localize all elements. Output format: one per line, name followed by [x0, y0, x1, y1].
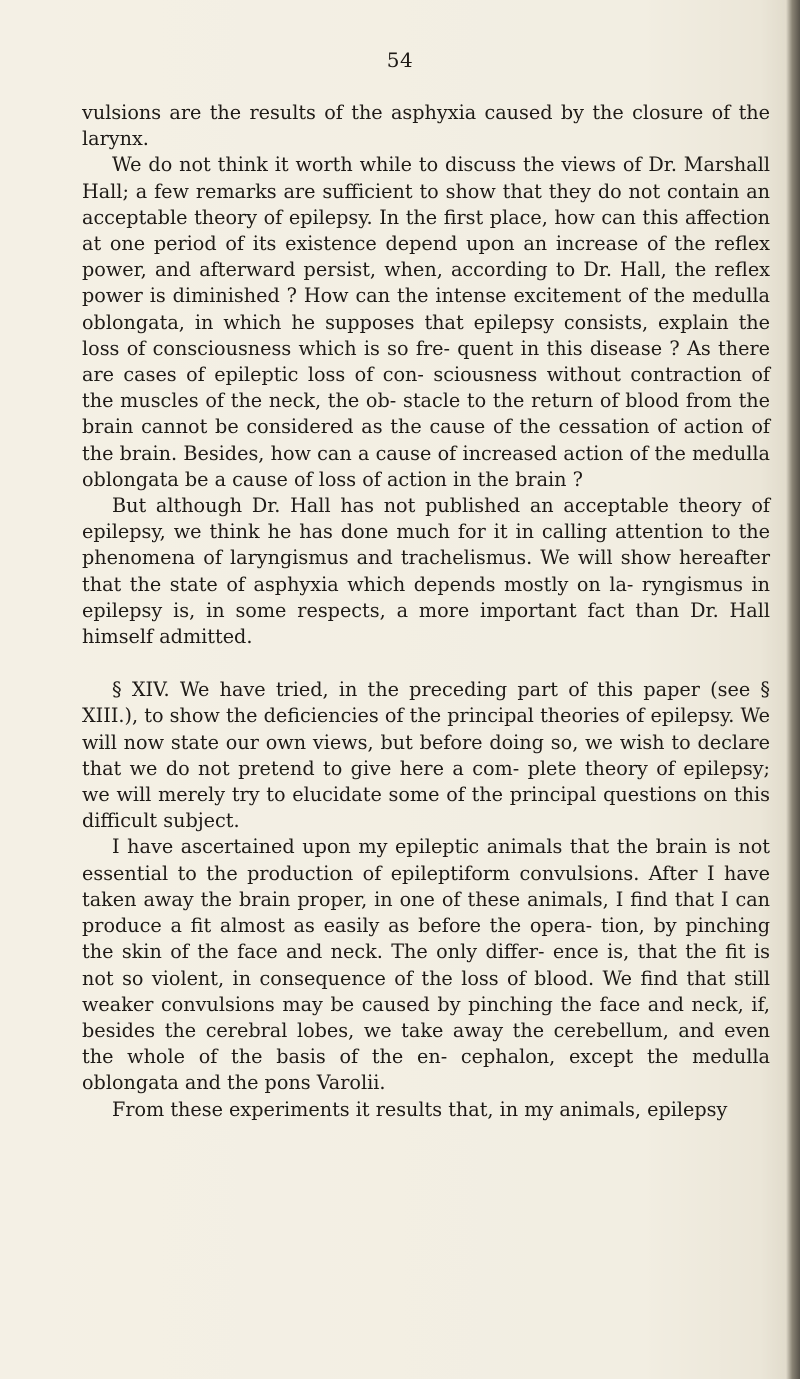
paragraph-experiments: I have ascertained upon my epileptic animals that the brain is not essential to the production of epileptiform convulsions. After I have taken away the brain proper, in one of these animals, I find that I can produce a fit almost as easily as before the opera- tion, by pinching the skin of the face and neck. The only differ- ence is, that the fit is not so violent, in consequence of the loss of blood. We find that still weaker convulsions may be caused by pinching the face and neck, if, besides the cerebral lobes, we take away the cerebellum, and even the whole of the basis of the en- cephalon, except the medulla oblongata and the pons Varolii. — [82, 835, 770, 1095]
body-text — [82, 100, 770, 1123]
page-edge-shadow — [786, 0, 800, 1379]
page-number: 54 — [386, 48, 414, 72]
paragraph-results: From these experiments it results that, in my animals, epilepsy — [112, 1097, 728, 1121]
paragraph-laryngismus: But although Dr. Hall has not published an acceptable theory of epilepsy, we think he has done much for it in calling attention to the phenomena of laryngismus and trachelismus. We will show hereafter that the state of asphyxia which depends mostly on la- ryngismus in epilepsy is, in some respects, a more important fact than Dr. Hall himself admitted. — [82, 494, 770, 649]
paragraph-continuation: vulsions are the results of the asphyxia caused by the closure of the larynx. — [82, 101, 770, 151]
paragraph-section-xiv: § XIV. We have tried, in the preceding part of this paper (see § XIII.), to show the deficiencies of the principal theories of epilepsy. We will now state our own views, but before doing so, we wish to declare that we do not pretend to give here a com- plete theory of epilepsy; we will merely try to elucidate some of the principal questions on this difficult subject. — [82, 678, 770, 833]
paragraph-marshall-hall-views: We do not think it worth while to discuss the views of Dr. Marshall Hall; a few remarks are sufficient to show that they do not contain an acceptable theory of epilepsy. In the first place, how can this affection at one period of its existence depend upon an increase of the reflex power, and afterward persist, when, according to Dr. Hall, the reflex power is diminished ? How can the intense excitement of the medulla oblongata, in which he supposes that epilepsy consists, explain the loss of consciousness which is so fre- quent in this disease ? As there are cases of epileptic loss of con- sciousness without contraction of the muscles of the neck, the ob- stacle to the return of blood from the brain cannot be considered as the cause of the cessation of action of the brain. Besides, how can a cause of increased action of the medulla oblongata be a cause of loss of action in the brain ? — [82, 153, 770, 491]
